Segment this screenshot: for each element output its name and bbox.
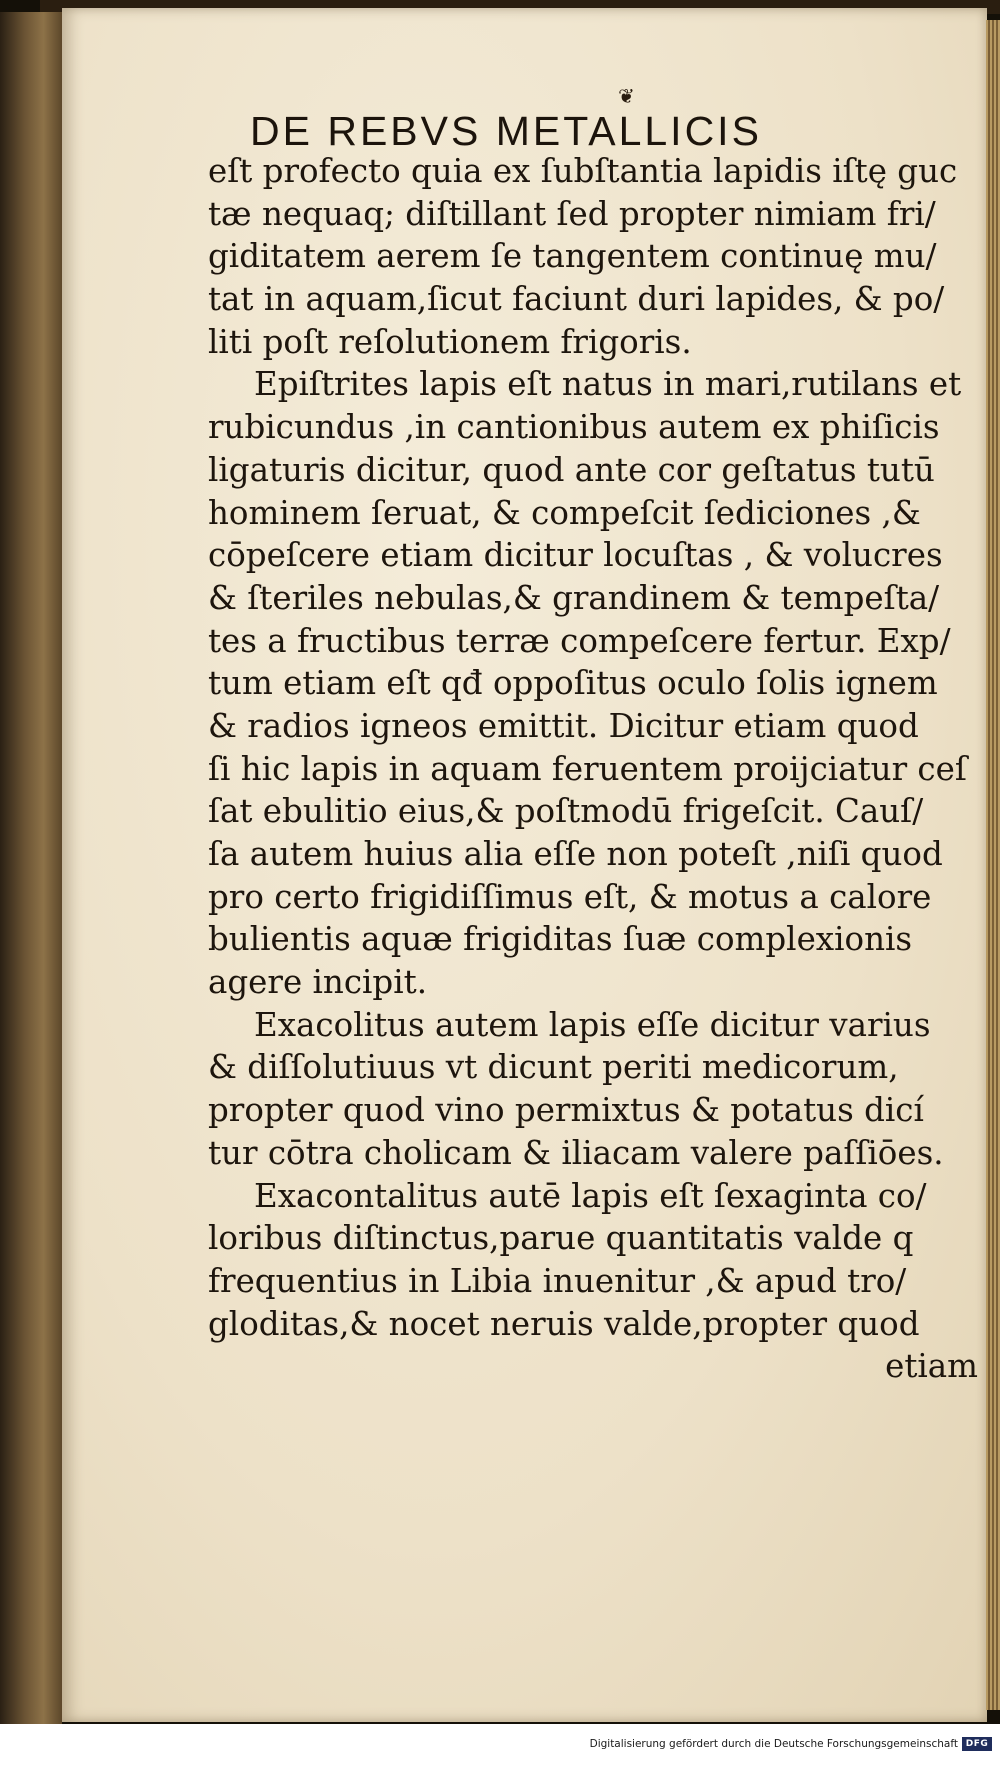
text-line: bulientis aquæ frigiditas ſuæ complexionis [208, 920, 913, 959]
text-line: tæ nequaq; diſtillant ſed propter nimiam fri/ [208, 194, 936, 233]
page-edge [986, 20, 1000, 1710]
text-line: Exacontalitus autē lapis eſt ſexaginta co/ [254, 1176, 927, 1215]
footer-bar [0, 1724, 1000, 1772]
funding-credit: Digitalisierung gefördert durch die Deutsche Forschungsgemeinschaft [589, 1738, 958, 1750]
body-text [208, 150, 978, 1388]
text-line: ſa autem huius alia eſſe non poteſt ,niſi quod [208, 835, 943, 873]
text-line: frequentius in Libia inuenitur ,& apud tro/ [208, 1261, 907, 1300]
dfg-logo: DFG [962, 1737, 992, 1751]
text-line: Epiſtrites lapis eſt natus in mari,rutilans et [254, 365, 962, 404]
text-line: Exacolitus autem lapis eſſe dicitur varius [254, 1005, 931, 1044]
running-header: DE REBVS METALLICIS [250, 108, 762, 154]
text-line: cōpeſcere etiam dicitur locuſtas , & volucres [208, 536, 943, 575]
text-line: pro certo frigidiſſimus eſt, & motus a calore [208, 877, 932, 916]
text-line: propter quod vino permixtus & potatus dicí [208, 1091, 924, 1130]
text-line: ſat ebulitio eius,& poſtmodū frigeſcit. Cauſ/ [208, 792, 924, 831]
text-line: rubicundus ,in cantionibus autem ex phiſicis [208, 408, 940, 447]
text-line: loribus diſtinctus,parue quantitatis valde q [208, 1219, 914, 1258]
text-line: gloditas,& nocet neruis valde,propter quod [208, 1304, 920, 1343]
text-line: & diſſolutiuus vt dicunt periti medicorum, [208, 1048, 899, 1087]
header-ornament: ❦ [618, 84, 635, 108]
text-line: liti poſt reſolutionem frigoris. [208, 322, 692, 361]
text-line: tat in aquam,ſicut faciunt duri lapides, & po/ [208, 280, 945, 319]
catchword: etiam [885, 1347, 978, 1386]
text-line: & ſteriles nebulas,& grandinem & tempeſta/ [208, 578, 940, 617]
text-line: tes a fructibus terræ compeſcere fertur. Exp/ [208, 621, 951, 660]
text-line: agere incipit. [208, 963, 428, 1002]
text-line: giditatem aerem ſe tangentem continuę mu/ [208, 237, 937, 276]
text-line: tur cōtra cholicam & iliacam valere paſſiōes. [208, 1133, 944, 1172]
text-line: & radios igneos emittit. Dicitur etiam quod [208, 706, 919, 745]
text-line: tum etiam eſt qđ oppoſitus oculo ſolis ignem [208, 664, 938, 703]
book-binding [0, 12, 62, 1724]
text-line: ligaturis dicitur, quod ante cor geſtatus tutū [208, 450, 935, 489]
text-line: ſi hic lapis in aquam feruentem proijciatur ceſ [208, 749, 967, 788]
text-line: eſt profecto quia ex ſubſtantia lapidis iſtę guc [208, 152, 958, 190]
text-line: hominem ſeruat, & compeſcit ſediciones ,& [208, 493, 921, 532]
